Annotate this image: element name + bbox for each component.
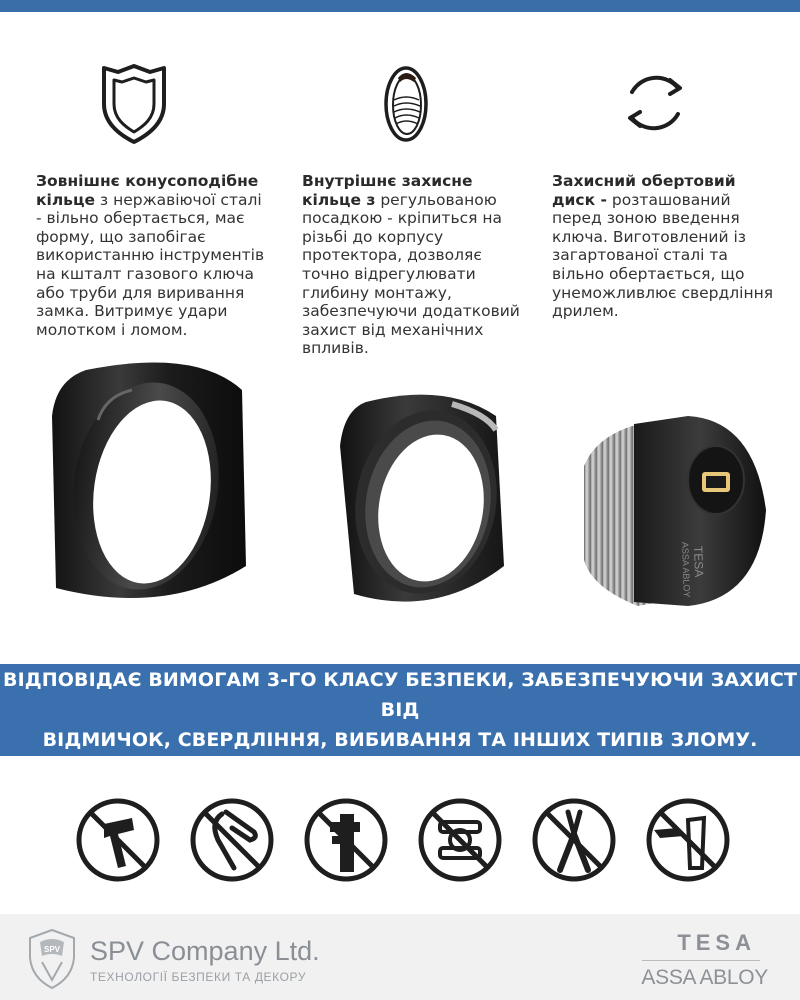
ring-insert-icon bbox=[356, 58, 456, 148]
outer-cone-ring-image bbox=[46, 356, 250, 608]
assa-abloy-logo: ASSA ABLOY bbox=[641, 966, 768, 989]
feature-title: Захисний обертовий диск - bbox=[552, 172, 736, 209]
no-cutter-icon bbox=[644, 796, 732, 884]
security-class-banner bbox=[0, 664, 800, 756]
banner-line-1: ВІДПОВІДАЄ ВИМОГАМ 3-ГО КЛАСУ БЕЗПЕКИ, ЗАБЕЗПЕЧУЮЧИ ЗАХИСТ ВІД bbox=[2, 669, 798, 721]
company-name: SPV Company Ltd. bbox=[90, 936, 320, 966]
rotate-icon bbox=[604, 58, 704, 148]
shield-icon bbox=[84, 58, 184, 148]
no-hammer-icon bbox=[74, 796, 162, 884]
top-accent-strip bbox=[0, 0, 800, 12]
feature-text-inner-ring bbox=[302, 172, 526, 358]
banner-line-2: ВІДМИЧОК, СВЕРДЛІННЯ, ВИБИВАННЯ ТА ІНШИХ ТИПІВ ЗЛОМУ. bbox=[42, 729, 758, 751]
spv-logo-badge: SPV bbox=[43, 945, 61, 954]
company-tagline: ТЕХНОЛОГІЇ БЕЗПЕКИ ТА ДЕКОРУ bbox=[90, 970, 307, 984]
disc-engraving-maker: ASSA ABLOY bbox=[680, 541, 692, 598]
feature-description: регульованою посадкою - кріпиться на різьбі до корпусу протектора, дозволяє точно відрегулювати глибину монтажу, забезпечуючи додатковий захист від механічних впливів. bbox=[302, 190, 520, 358]
no-lockpick-icon bbox=[188, 796, 276, 884]
no-pipe-wrench-icon bbox=[302, 796, 390, 884]
inner-protection-ring-image bbox=[336, 386, 512, 610]
feature-description: розташований перед зоною введення ключа. Виготовлений із загартованої сталі та вільно обертається, що унеможливлює свердління дрилем. bbox=[552, 190, 774, 321]
feature-title: Внутрішнє захисне кільце з bbox=[302, 172, 473, 209]
brand-divider bbox=[642, 960, 760, 961]
feature-text-outer-ring bbox=[36, 172, 272, 339]
banner-text bbox=[0, 665, 800, 755]
disc-engraving-brand: TESA bbox=[691, 545, 707, 578]
spv-logo-icon bbox=[26, 928, 78, 990]
feature-title: Зовнішнє конусоподібне кільце bbox=[36, 172, 259, 209]
footer bbox=[0, 914, 800, 1000]
tesa-logo: TESA bbox=[677, 930, 756, 955]
no-pliers-icon bbox=[530, 796, 618, 884]
no-cylinder-break-icon bbox=[416, 796, 504, 884]
feature-description: з нержавіючої сталі - вільно обертається, має форму, що запобігає використанню інструментів на кшталт газового ключа або труби для виривання замка. Витримує удари молотком і ломом. bbox=[36, 190, 265, 339]
rotating-disc-protector-image bbox=[578, 410, 770, 610]
feature-text-rotating-disc bbox=[552, 172, 780, 321]
